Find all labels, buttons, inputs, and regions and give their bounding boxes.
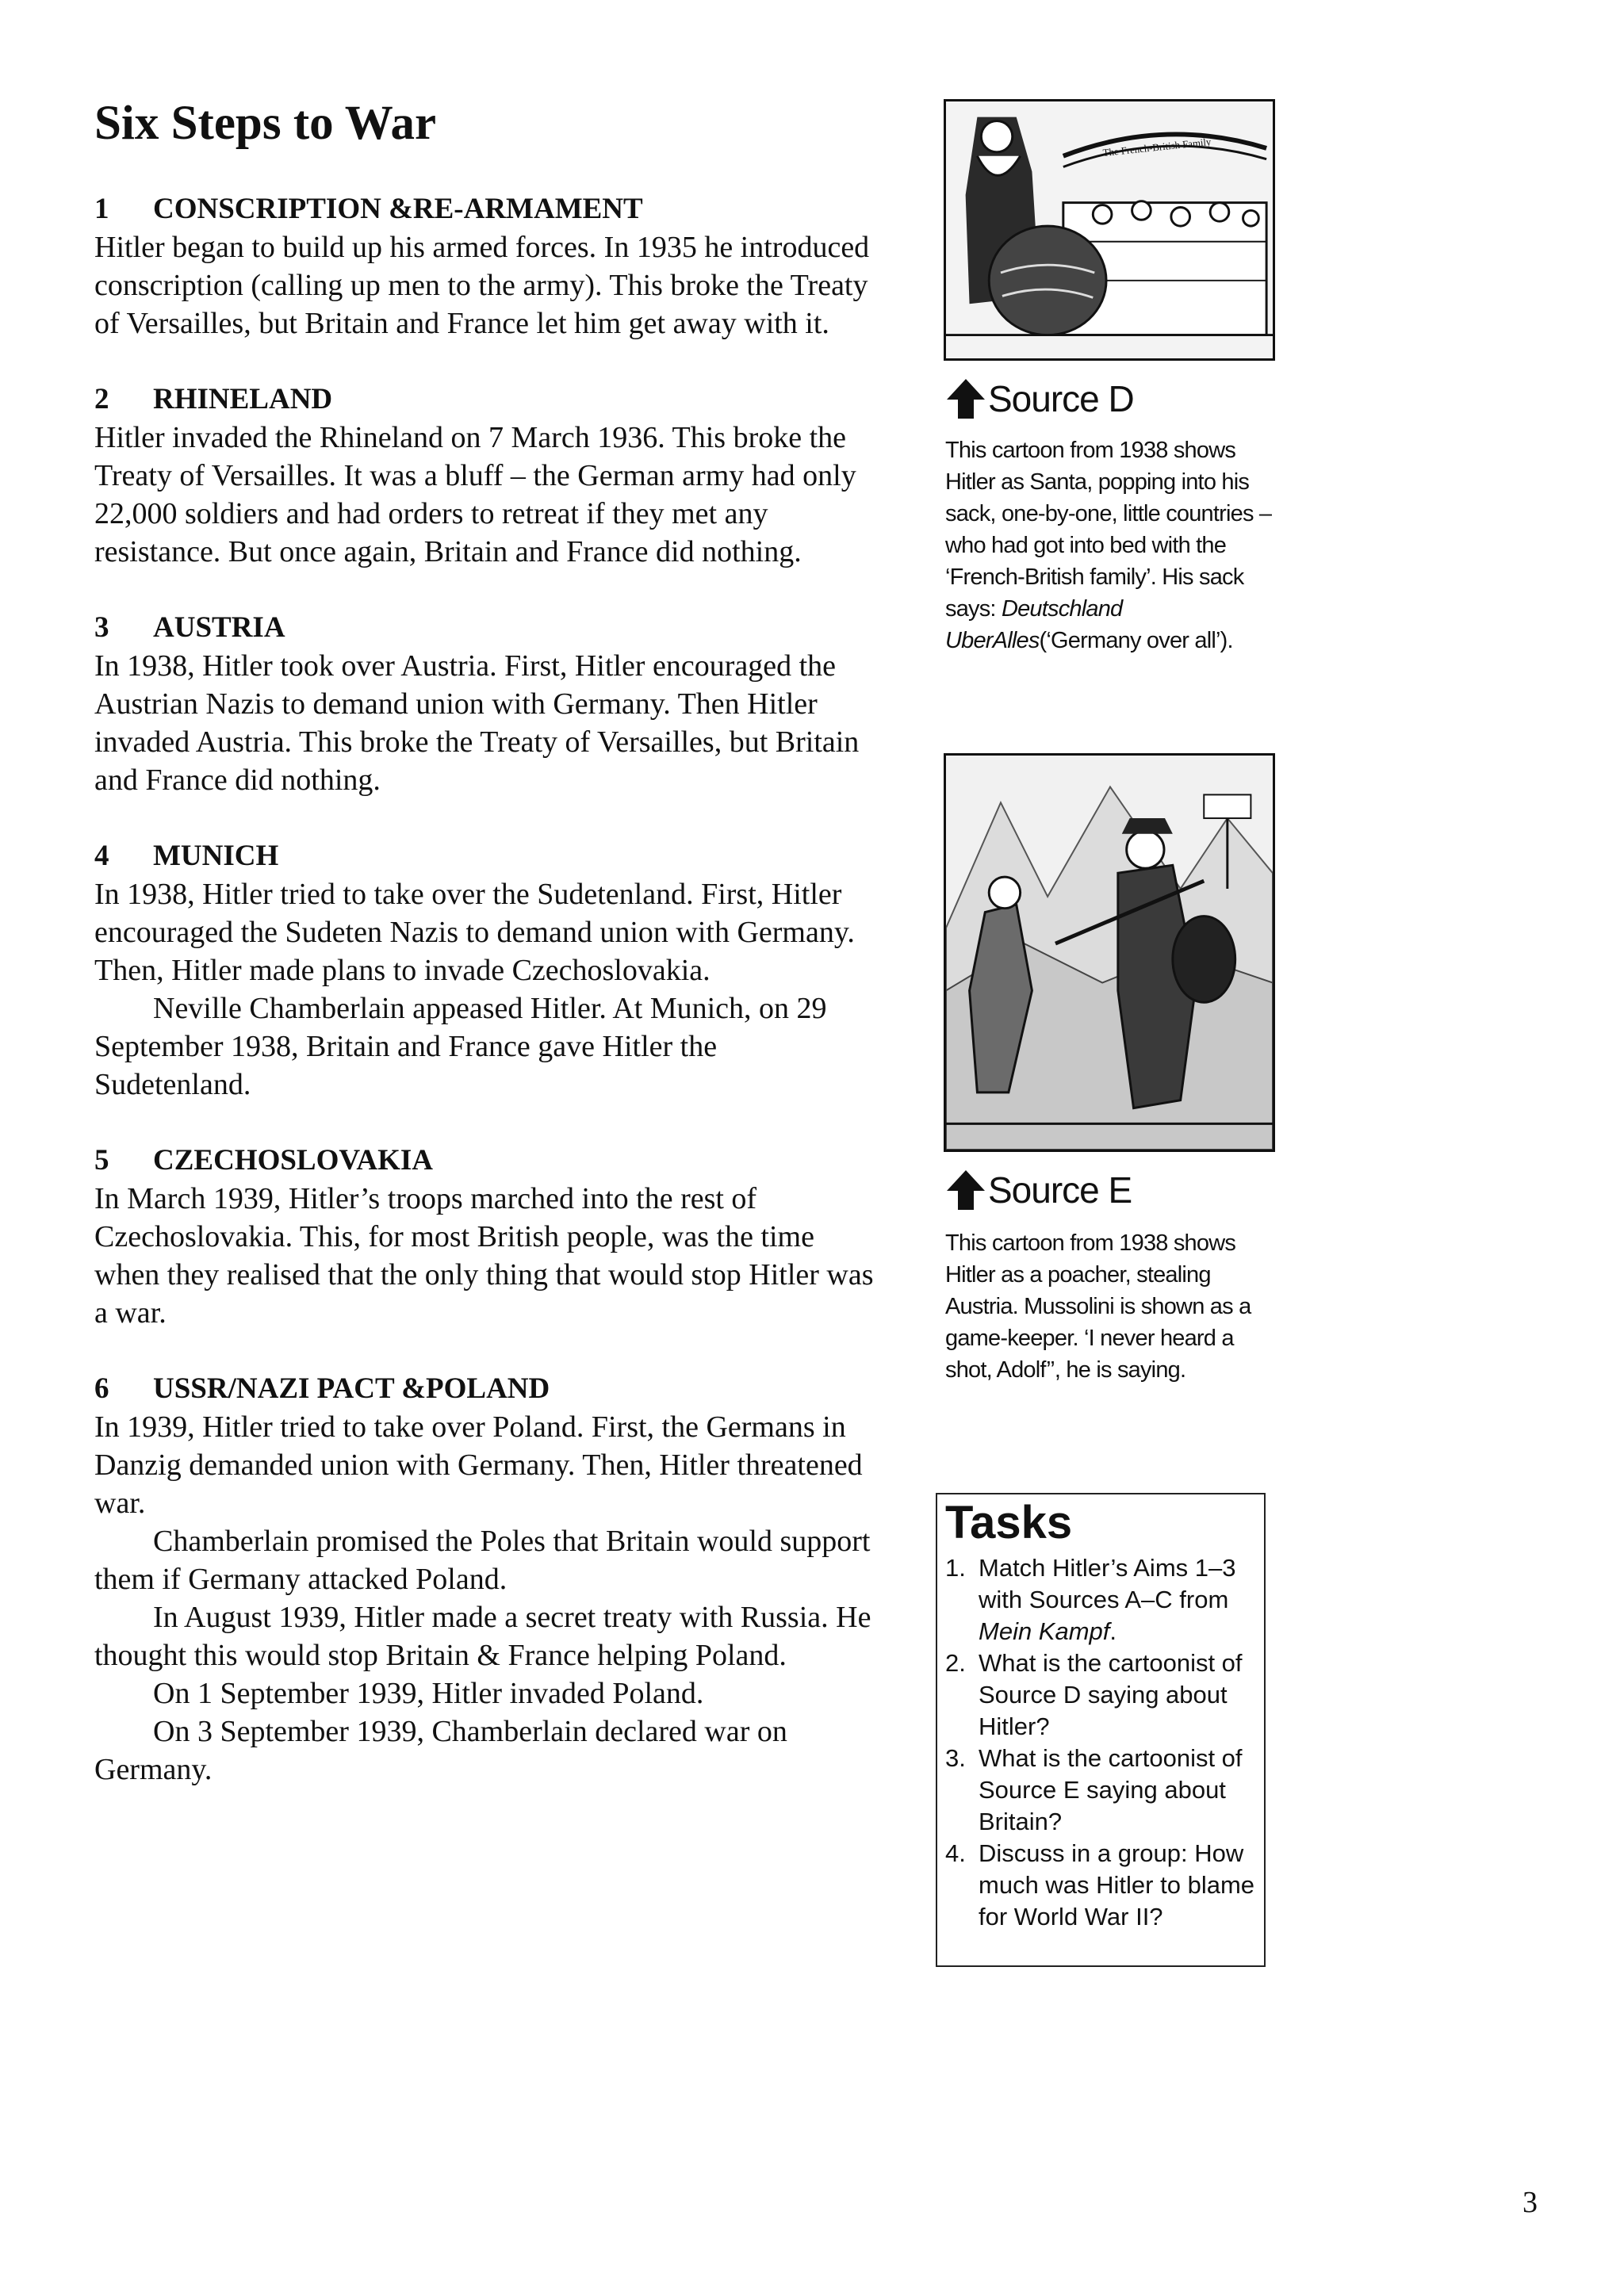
task-item: 3. What is the cartoonist of Source E saying about Britain? xyxy=(945,1743,1243,1835)
up-arrow-icon xyxy=(945,377,986,420)
section-conscription xyxy=(94,190,879,342)
paragraph: In 1938, Hitler tried to take over the Sudetenland. First, Hitler encouraged the Sudeten Nazis to demand union with Germany. Then, Hitler made plans to invade Czechoslovakia. xyxy=(94,878,855,987)
paragraph: On 3 September 1939, Chamberlain declared war on Germany. xyxy=(94,1715,787,1786)
paragraph: Hitler began to build up his armed forces. In 1935 he introduced conscription (calling up men to the army). This broke the Treaty of Versailles, but Britain and France let him get away with it. xyxy=(94,231,870,340)
cartoon-source-d xyxy=(944,99,1275,361)
task-item: 4. Discuss in a group: How much was Hitler to blame for World War II? xyxy=(945,1839,1255,1931)
paragraph: Chamberlain promised the Poles that Britain would support them if Germany attacked Poland. xyxy=(94,1525,871,1596)
santa-cartoon-illustration xyxy=(946,101,1273,358)
section-munich xyxy=(94,837,879,1104)
main-text-column xyxy=(94,190,879,1827)
section-heading: 2 RHINELAND xyxy=(94,383,333,415)
section-czechoslovakia xyxy=(94,1142,879,1332)
cartoon-source-e xyxy=(944,753,1275,1152)
page-title: Six Steps to War xyxy=(94,97,437,150)
paragraph: In March 1939, Hitler’s troops marched into the rest of Czechoslovakia. This, for most British people, was the time when they realised that the only thing that would stop Hitler was a war. xyxy=(94,1182,874,1330)
up-arrow-icon xyxy=(945,1169,986,1211)
section-heading: 1 CONSCRIPTION &RE-ARMAMENT xyxy=(94,193,643,225)
banner-label: The French-British Family xyxy=(1102,136,1212,159)
tasks-box xyxy=(936,1493,1266,1967)
section-heading: 3 AUSTRIA xyxy=(94,611,285,644)
paragraph: On 1 September 1939, Hitler invaded Poland. xyxy=(153,1677,704,1710)
task-item: 1. Match Hitler’s Aims 1–3 with Sources A–C from Mein Kampf. xyxy=(945,1553,1236,1645)
source-d-label: Source D xyxy=(945,377,1134,420)
section-heading: 5 CZECHOSLOVAKIA xyxy=(94,1144,433,1177)
section-poland xyxy=(94,1370,879,1789)
paragraph: Hitler invaded the Rhineland on 7 March 1936. This broke the Treaty of Versailles. It was a bluff – the German army had only 22,000 soldiers and had orders to retreat if they met any resistance. But once again, Britain and France did nothing. xyxy=(94,421,856,568)
source-e-caption: This cartoon from 1938 shows Hitler as a poacher, stealing Austria. Mussolini is shown as a game-keeper. ‘I never heard a shot, Adolf’’, he is saying. xyxy=(945,1230,1251,1383)
section-heading: 4 MUNICH xyxy=(94,840,279,872)
paragraph: In 1938, Hitler took over Austria. First, Hitler encouraged the Austrian Nazis to demand union with Germany. Then Hitler invaded Austria. This broke the Treaty of Versailles, but Britain and France did nothing. xyxy=(94,649,860,797)
section-heading: 6 USSR/NAZI PACT &POLAND xyxy=(94,1372,550,1405)
task-item: 2. What is the cartoonist of Source D saying about Hitler? xyxy=(945,1648,1243,1740)
page-number: 3 xyxy=(1522,2186,1538,2219)
section-rhineland xyxy=(94,381,879,571)
source-e-label: Source E xyxy=(945,1169,1132,1211)
tasks-title: Tasks xyxy=(945,1497,1073,1548)
tasks-list xyxy=(945,1552,1256,1933)
paragraph: Neville Chamberlain appeased Hitler. At Munich, on 29 September 1938, Britain and France gave Hitler the Sudetenland. xyxy=(94,992,827,1101)
paragraph: In August 1939, Hitler made a secret treaty with Russia. He thought this would stop Britain & France helping Poland. xyxy=(94,1601,871,1672)
source-d-caption: This cartoon from 1938 shows Hitler as Santa, popping into his sack, one-by-one, little countries – who had got into bed with the ‘French-British family’. His sack says: Deutschland UberAlles(‘Germany over all’). xyxy=(945,438,1272,653)
poacher-cartoon-illustration xyxy=(946,756,1273,1150)
paragraph: In 1939, Hitler tried to take over Poland. First, the Germans in Danzig demanded union with Germany. Then, Hitler threatened war. xyxy=(94,1410,863,1520)
section-austria xyxy=(94,609,879,799)
